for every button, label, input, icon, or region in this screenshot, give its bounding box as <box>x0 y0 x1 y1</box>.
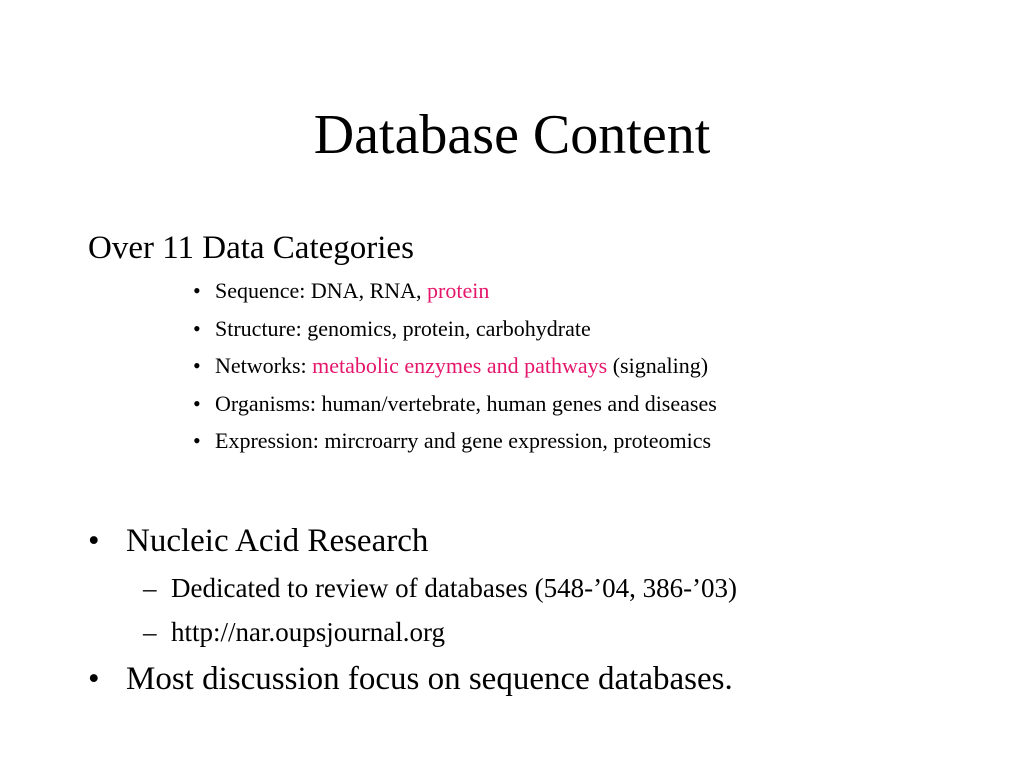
category-highlight: protein <box>427 278 490 303</box>
main-point-nar <box>88 518 737 654</box>
category-item-expression <box>193 426 717 464</box>
section-heading: Over 11 Data Categories <box>88 230 414 266</box>
slide-title: Database Content <box>313 104 711 166</box>
main-points-list <box>88 518 737 702</box>
bullet-dot: • <box>88 661 100 697</box>
category-item-organisms <box>193 389 717 427</box>
category-text: Organisms: human/vertebrate, human genes and diseases <box>215 390 717 416</box>
main-point-closing <box>88 656 737 702</box>
category-text: Sequence: DNA, RNA, <box>215 278 428 303</box>
bullet-dot: • <box>193 315 201 341</box>
bullet-dot: • <box>193 278 201 303</box>
nar-detail-url <box>88 610 737 654</box>
bullet-dot: • <box>193 390 201 416</box>
category-text: Networks: <box>215 353 313 378</box>
category-suffix: (signaling) <box>607 353 709 378</box>
detail-text: Dedicated to review of databases (548-’04, 386-’03) <box>171 573 738 603</box>
category-item-networks <box>193 351 717 389</box>
bullet-dot: • <box>193 353 201 378</box>
bullet-dot: • <box>193 428 201 453</box>
category-item-structure <box>193 314 717 352</box>
category-text: Structure: genomics, protein, carbohydrate <box>215 315 591 341</box>
category-item-sequence <box>193 276 717 314</box>
category-highlight: metabolic enzymes and pathways <box>312 353 608 378</box>
nar-details-list <box>88 566 737 654</box>
nar-detail-review <box>88 566 737 610</box>
category-text: Expression: mircroarry and gene expression, proteomics <box>215 428 712 453</box>
dash-marker: – <box>143 617 157 647</box>
data-categories-list <box>193 276 717 464</box>
main-point-label: Most discussion focus on sequence databases. <box>126 661 733 697</box>
bullet-dot: • <box>88 523 100 559</box>
dash-marker: – <box>143 573 157 603</box>
detail-text: http://nar.oupsjournal.org <box>171 617 445 647</box>
main-point-label: Nucleic Acid Research <box>126 523 429 559</box>
